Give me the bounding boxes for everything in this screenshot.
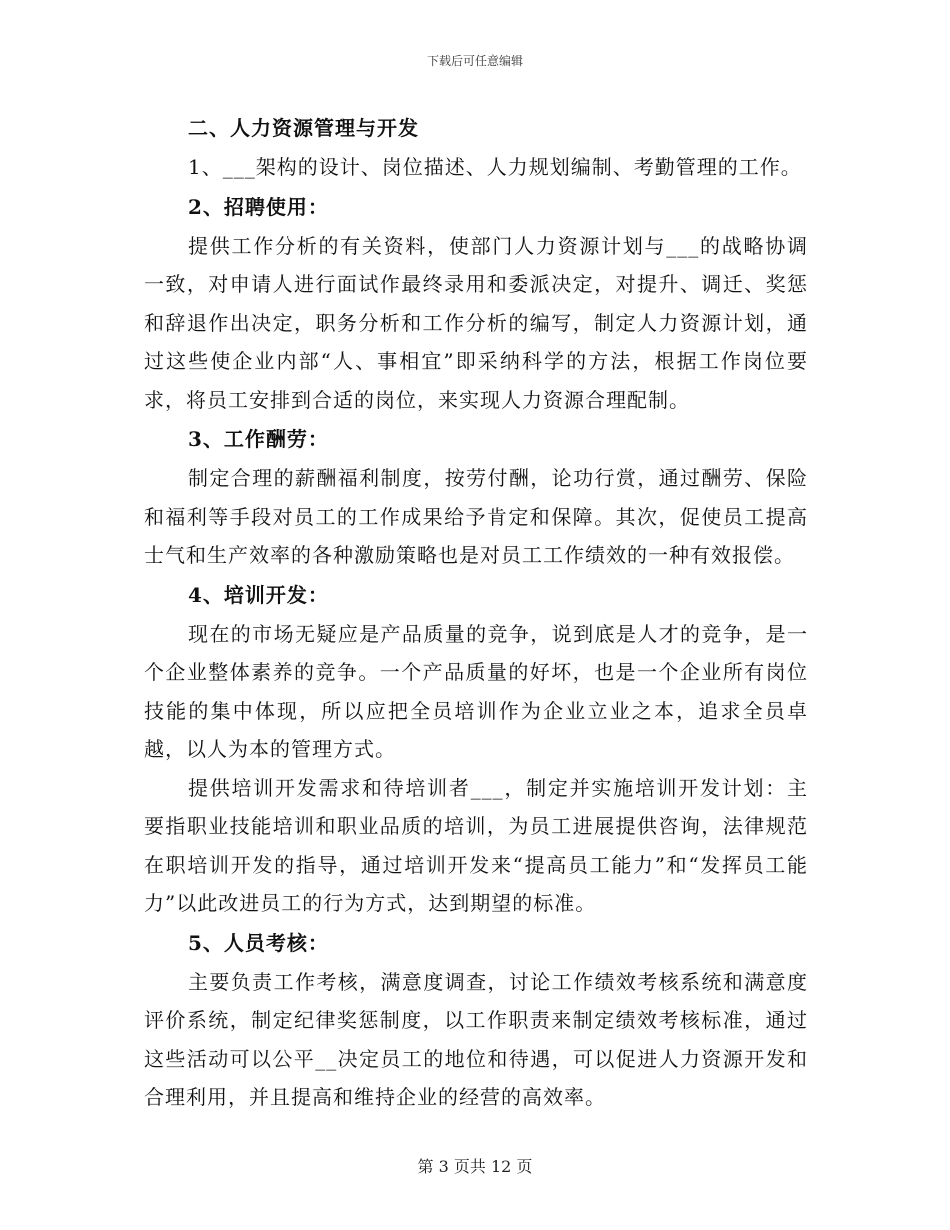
subsection-heading: 5、人员考核：	[188, 930, 329, 955]
paragraph: 制定合理的薪酬福利制度，按劳付酬，论功行赏，通过酬劳、保险和福利等手段对员工的工作成果给予肯定和保障。其次，促使员工提高士气和生产效率的各种激励策略也是对员工工作绩效的一种有效报偿。	[144, 466, 808, 567]
subsection-heading: 2、招聘使用：	[188, 194, 329, 219]
subsection-heading: 3、工作酬劳：	[188, 427, 329, 451]
paragraph: 主要负责工作考核，满意度调查，讨论工作绩效考核系统和满意度评价系统，制定纪律奖惩制度，以工作职责来制定绩效考核标准，通过这些活动可以公平__决定员工的地位和待遇，可以促进人力资源开发和合理利用，并且提高和维持企业的经营的高效率。	[144, 969, 808, 1109]
page-header: 下载后可任意编辑	[426, 54, 523, 68]
document-body	[144, 108, 808, 1117]
paragraph: 现在的市场无疑应是产品质量的竞争，说到底是人才的竞争，是一个企业整体素养的竞争。一个产品质量的好坏，也是一个企业所有岗位技能的集中体现，所以应把全员培训作为企业立业之本，追求全员卓越，以人为本的管理方式。	[144, 621, 808, 761]
paragraph: 1、___架构的设计、岗位描述、人力规划编制、考勤管理的工作。	[188, 155, 802, 179]
subsection-heading: 4、培训开发：	[188, 582, 329, 607]
section-heading: 二、人力资源管理与开发	[188, 116, 419, 140]
paragraph: 提供工作分析的有关资料，使部门人力资源计划与___的战略协调一致，对申请人进行面试作最终录用和委派决定，对提升、调迁、奖惩和辞退作出决定，职务分析和工作分析的编写，制定人力资源计划，通过这些使企业内部“人、事相宜”即采纳科学的方法，根据工作岗位要求，将员工安排到合适的岗位，来实现人力资源合理配制。	[144, 233, 808, 412]
paragraph: 提供培训开发需求和待培训者___，制定并实施培训开发计划：主要指职业技能培训和职业品质的培训，为员工进展提供咨询，法律规范在职培训开发的指导，通过培训开发来“提高员工能力”和“发挥员工能力”以此改进员工的行为方式，达到期望的标准。	[144, 775, 808, 915]
page-number: 第 3 页共 12 页	[417, 1157, 533, 1176]
